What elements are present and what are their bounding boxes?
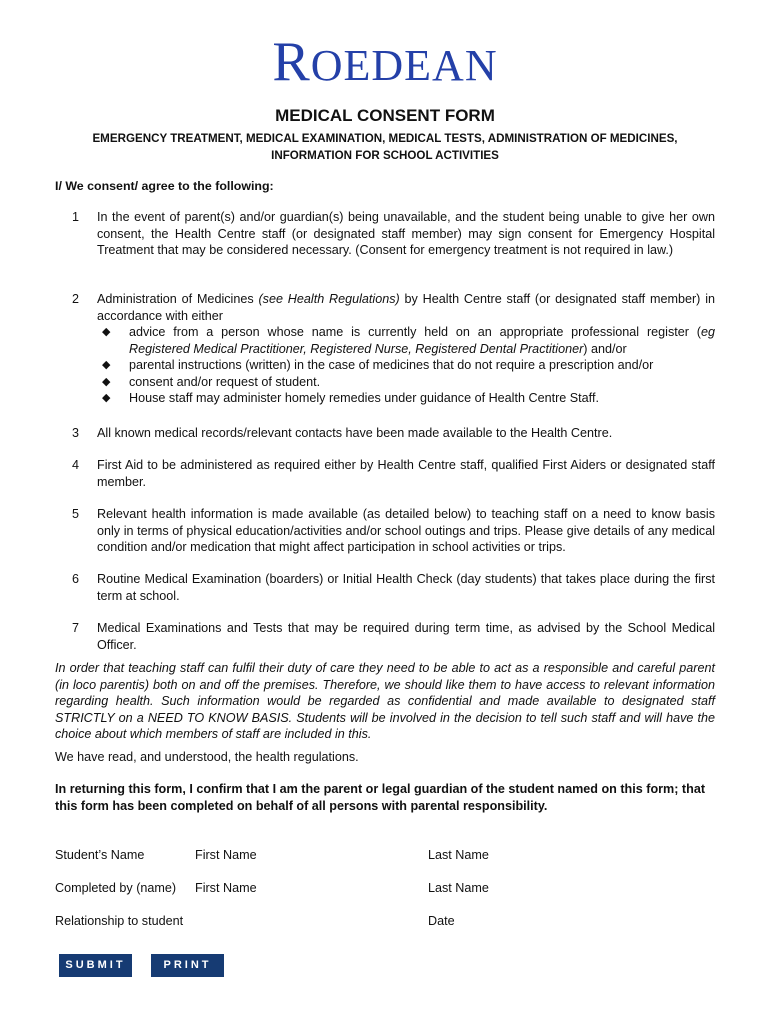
diamond-bullet-icon: ◆ (102, 359, 111, 371)
date-field[interactable]: Date (428, 914, 455, 928)
logo-rest: OEDEAN (310, 41, 498, 90)
consent-item-2 (55, 291, 715, 407)
item-number: 2 (72, 292, 80, 306)
item-text: All known medical records/relevant contacts have been made available to the Health Centre. (97, 426, 613, 440)
item-text: In the event of parent(s) and/or guardian(s) being unavailable, and the student being unable to give her own consent, the Health Centre staff (or designated staff member) may sign consent for Emergency Hospital Treatment that may be considered necessary. (Consent for emergency treatment is not required in law.) (97, 210, 715, 257)
item-text-part: by Health Centre staff (or designated staff member) in accordance with either (97, 292, 715, 323)
item-number: 6 (72, 572, 80, 586)
completed-first-name-field[interactable]: First Name (195, 881, 257, 895)
bullet-item (97, 374, 715, 391)
bullet-text: parental instructions (written) in the case of medicines that do not require a prescription and/or (129, 358, 654, 372)
submit-button[interactable]: SUBMIT (59, 954, 132, 977)
item-number: 7 (72, 621, 80, 635)
consent-item-3 (55, 425, 715, 442)
diamond-bullet-icon: ◆ (102, 375, 111, 388)
student-name-label: Student’s Name (55, 848, 145, 862)
item-number: 3 (72, 426, 80, 440)
item-text (97, 291, 715, 407)
consent-item-7 (55, 620, 715, 653)
item-number: 5 (72, 507, 80, 521)
item-number: 4 (72, 458, 80, 472)
diamond-bullet-icon: ◆ (102, 392, 111, 404)
completed-by-label: Completed by (name) (55, 881, 177, 895)
item-text: Routine Medical Examination (boarders) or Initial Health Check (day students) that takes place during the first term at school. (97, 572, 715, 603)
roedean-logo (0, 30, 770, 98)
logo-initial: R (272, 31, 311, 93)
student-first-name-field[interactable]: First Name (195, 848, 257, 862)
subtitle-line-1: EMERGENCY TREATMENT, MEDICAL EXAMINATION, MEDICAL TESTS, ADMINISTRATION OF MEDICINES, (92, 132, 678, 145)
confirm-statement: In returning this form, I confirm that I am the parent or legal guardian of the student named on this form; that this form has been completed on behalf of all persons with parental responsibility. (55, 782, 706, 813)
bullet-text: advice from a person whose name is currently held on an appropriate professional register ( (129, 325, 701, 339)
bullet-text-italic: eg Registered Medical Practitioner, Registered Nurse, Registered Dental Practitioner (129, 325, 715, 356)
bullet-item (97, 324, 715, 357)
bullet-item (97, 390, 715, 407)
read-statement: We have read, and understood, the health regulations. (55, 750, 359, 764)
bullet-text: House staff may administer homely remedies under guidance of Health Centre Staff. (129, 391, 599, 405)
bullet-item (97, 357, 715, 374)
item-text: Relevant health information is made available (as detailed below) to teaching staff on a need to know basis only in terms of physical education/activities and/or school outings and trips. Please give details of any medical condition and/or medication that might affect participation in school activities or trips. (97, 507, 715, 554)
consent-item-1 (55, 209, 715, 259)
consent-item-4 (55, 457, 715, 490)
bullet-text: consent and/or request of student. (129, 374, 321, 389)
page-subtitle (60, 130, 710, 164)
completed-last-name-field[interactable]: Last Name (428, 881, 489, 895)
subtitle-line-2: INFORMATION FOR SCHOOL ACTIVITIES (271, 149, 499, 162)
print-button[interactable]: PRINT (151, 954, 224, 977)
item-number: 1 (72, 210, 80, 224)
item-text: Medical Examinations and Tests that may be required during term time, as advised by the School Medical Officer. (97, 621, 715, 652)
diamond-bullet-icon: ◆ (102, 326, 111, 338)
duty-of-care-paragraph: In order that teaching staff can fulfil their duty of care they need to be able to act as a responsible and careful parent (in loco parentis) both on and off the premises. Therefore, we should like them to have access to relevant information regarding health. Such information would be regarded as confidential and made available to designated staff STRICTLY on a NEED TO KNOW BASIS. Students will be involved in the decision to tell such staff and will have the choice about which members of staff are included in this. (55, 661, 715, 741)
item-text-italic: (see Health Regulations) (258, 292, 400, 306)
item-text: First Aid to be administered as required either by Health Centre staff, qualified First Aiders or designated staff member. (97, 458, 715, 489)
student-last-name-field[interactable]: Last Name (428, 848, 489, 862)
relationship-field[interactable]: Relationship to student (55, 914, 184, 928)
consent-heading: I/ We consent/ agree to the following: (55, 179, 274, 193)
page-title: MEDICAL CONSENT FORM (275, 106, 495, 125)
consent-item-5 (55, 506, 715, 556)
consent-item-6 (55, 571, 715, 604)
medicine-bullet-list (97, 324, 715, 407)
item-text-part: Administration of Medicines (97, 292, 259, 306)
bullet-text: ) and/or (583, 341, 627, 356)
